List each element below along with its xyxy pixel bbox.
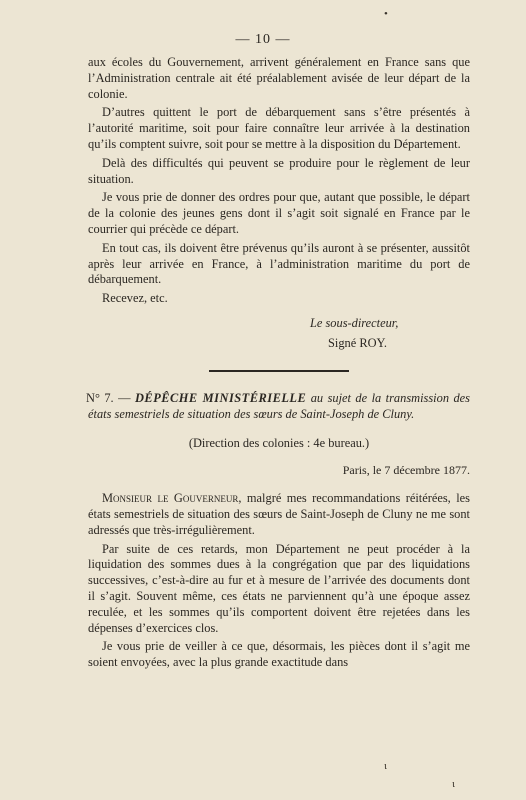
page-number: — 10 —: [235, 32, 291, 47]
dispatch-title: DÉPÊCHE MINISTÉRIELLE: [134, 390, 307, 405]
dispatch-direction: (Direction des colonies : 4e bureau.): [188, 435, 370, 450]
paragraph-3: Delà des difficultés qui peuvent se produire pour le règlement de leur situation.: [88, 155, 470, 186]
dispatch-number: N° 7. —: [86, 390, 131, 405]
paragraph-1: aux écoles du Gouvernement, arrivent généralement en France sans que l’Administration centrale ait été préalablement avisée de leur départ de la colonie.: [88, 55, 470, 101]
dispatch-paragraph-1-text: malgré mes recommandations réitérées, les états semestriels de situation des sœurs de Saint-Joseph de Cluny ne me sont adressés que très-irrégulièrement.: [88, 491, 470, 537]
signature-name: Signé ROY.: [328, 335, 387, 350]
ink-speck: •: [384, 8, 388, 20]
paragraph-5: En tout cas, ils doivent être prévenus qu’ils auront à se présenter, aussitôt après leur arrivée en France, à l’administration maritime du port de débarquement.: [88, 240, 470, 287]
ink-speck: ɩ: [452, 778, 455, 790]
body-text: [88, 55, 470, 671]
dispatch-heading: [88, 390, 470, 422]
salutation: Monsieur le Gouverneur,: [102, 491, 242, 506]
dispatch-paragraph-3: Je vous prie de veiller à ce que, désormais, les pièces dont il s’agit me soient envoyées, avec la plus grande exactitude dans: [88, 639, 470, 670]
dispatch-paragraph-2: Par suite de ces retards, mon Département ne peut procéder à la liquidation des sommes dues à la congrégation que par des liquidations successives, c’est-à-dire au fur et à mesure de l’arrivée des documents dont il s’agit. Souvent même, ces états ne parviennent qu’à une époque assez reculée, et les sommes qu’ils comportent doivent être rejetées dans les dépenses d’exercices clos.: [88, 541, 470, 635]
paragraph-4: Je vous prie de donner des ordres pour que, autant que possible, le départ de la colonie des jeunes gens dont il s’agit soit signalé en France par le courrier qui précède ce départ.: [88, 190, 470, 236]
paragraph-6: Recevez, etc.: [102, 291, 168, 306]
paragraph-2: D’autres quittent le port de débarquement sans s’être présentés à l’autorité maritime, soit pour faire connaître leur arrivée à la destination qu’ils comptent suivre, soit pour se mettre à la disposition du Département.: [88, 105, 470, 151]
section-divider: [209, 370, 349, 372]
signature-title: Le sous-directeur,: [310, 315, 399, 330]
dispatch-subject: au sujet de la transmission des états semestriels de situation des sœurs de Saint-Joseph de Cluny.: [88, 390, 470, 421]
ink-speck: ɩ: [384, 760, 387, 772]
dispatch-paragraph-1: [88, 491, 470, 538]
dispatch-date: Paris, le 7 décembre 1877.: [342, 463, 470, 478]
